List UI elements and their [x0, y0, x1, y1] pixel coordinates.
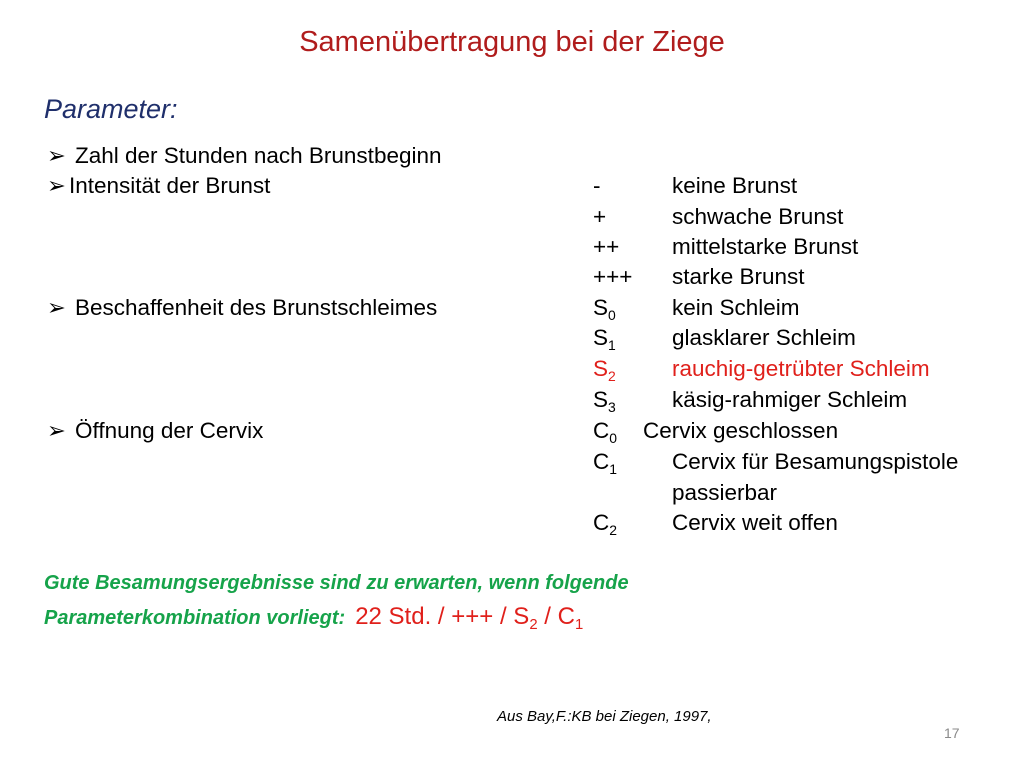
section-subtitle: Parameter: — [44, 94, 178, 124]
cervix-code: $C_2$ — [593, 510, 618, 538]
mucus-code: $S_3$ — [593, 387, 616, 415]
intensity-label: keine Brunst — [672, 173, 798, 198]
mucus-label-highlighted: rauchig-getrübter Schleim — [672, 356, 930, 381]
cervix-label: Cervix weit offen — [672, 510, 838, 535]
cervix-code: $C_0$ — [593, 418, 618, 446]
cervix-code: $C_1$ — [593, 449, 618, 477]
bullet-intensity — [47, 173, 270, 199]
intensity-code: ++ — [593, 234, 620, 259]
bullet-intensity-label: Intensität der Brunst — [69, 173, 271, 198]
intensity-code: +++ — [593, 264, 633, 289]
bullet-mucus — [47, 295, 437, 321]
mucus-code: $S_0$ — [593, 295, 616, 323]
mucus-label: glasklarer Schleim — [672, 325, 856, 350]
mucus-label: käsig-rahmiger Schleim — [672, 387, 908, 412]
conclusion-line — [44, 603, 584, 634]
page-number: 17 — [944, 725, 960, 741]
intensity-code: - — [593, 173, 601, 198]
cervix-label-continued: passierbar — [672, 480, 778, 505]
parameter-combination: 22 Std. / +++ / $S_2 / C_1$ — [355, 603, 584, 634]
cervix-label: Cervix geschlossen — [643, 418, 839, 443]
intensity-code: + — [593, 204, 607, 229]
bullet-hours — [47, 143, 442, 169]
intensity-label: schwache Brunst — [672, 204, 844, 229]
conclusion-line: Gute Besamungsergebnisse sind zu erwarten, wenn folgende — [44, 572, 629, 594]
arrow-bullet-icon: ➢ — [47, 143, 66, 168]
conclusion-text: Parameterkombination vorliegt: — [44, 607, 346, 629]
source-citation: Aus Bay,F.:KB bei Ziegen, 1997, — [497, 708, 712, 725]
bullet-cervix — [47, 418, 263, 444]
bullet-cervix-label: Öffnung der Cervix — [75, 418, 264, 443]
mucus-code-highlighted: $S_2$ — [593, 356, 616, 384]
intensity-label: starke Brunst — [672, 264, 805, 289]
bullet-hours-label: Zahl der Stunden nach Brunstbeginn — [75, 143, 442, 168]
arrow-bullet-icon: ➢ — [47, 418, 66, 443]
intensity-label: mittelstarke Brunst — [672, 234, 859, 259]
mucus-code: $S_1$ — [593, 325, 616, 353]
mucus-label: kein Schleim — [672, 295, 800, 320]
arrow-bullet-icon: ➢ — [47, 295, 66, 320]
cervix-label: Cervix für Besamungspistole — [672, 449, 959, 474]
bullet-mucus-label: Beschaffenheit des Brunstschleimes — [75, 295, 438, 320]
page-title: Samenübertragung bei der Ziege — [299, 26, 725, 58]
arrow-bullet-icon: ➢ — [47, 173, 66, 198]
